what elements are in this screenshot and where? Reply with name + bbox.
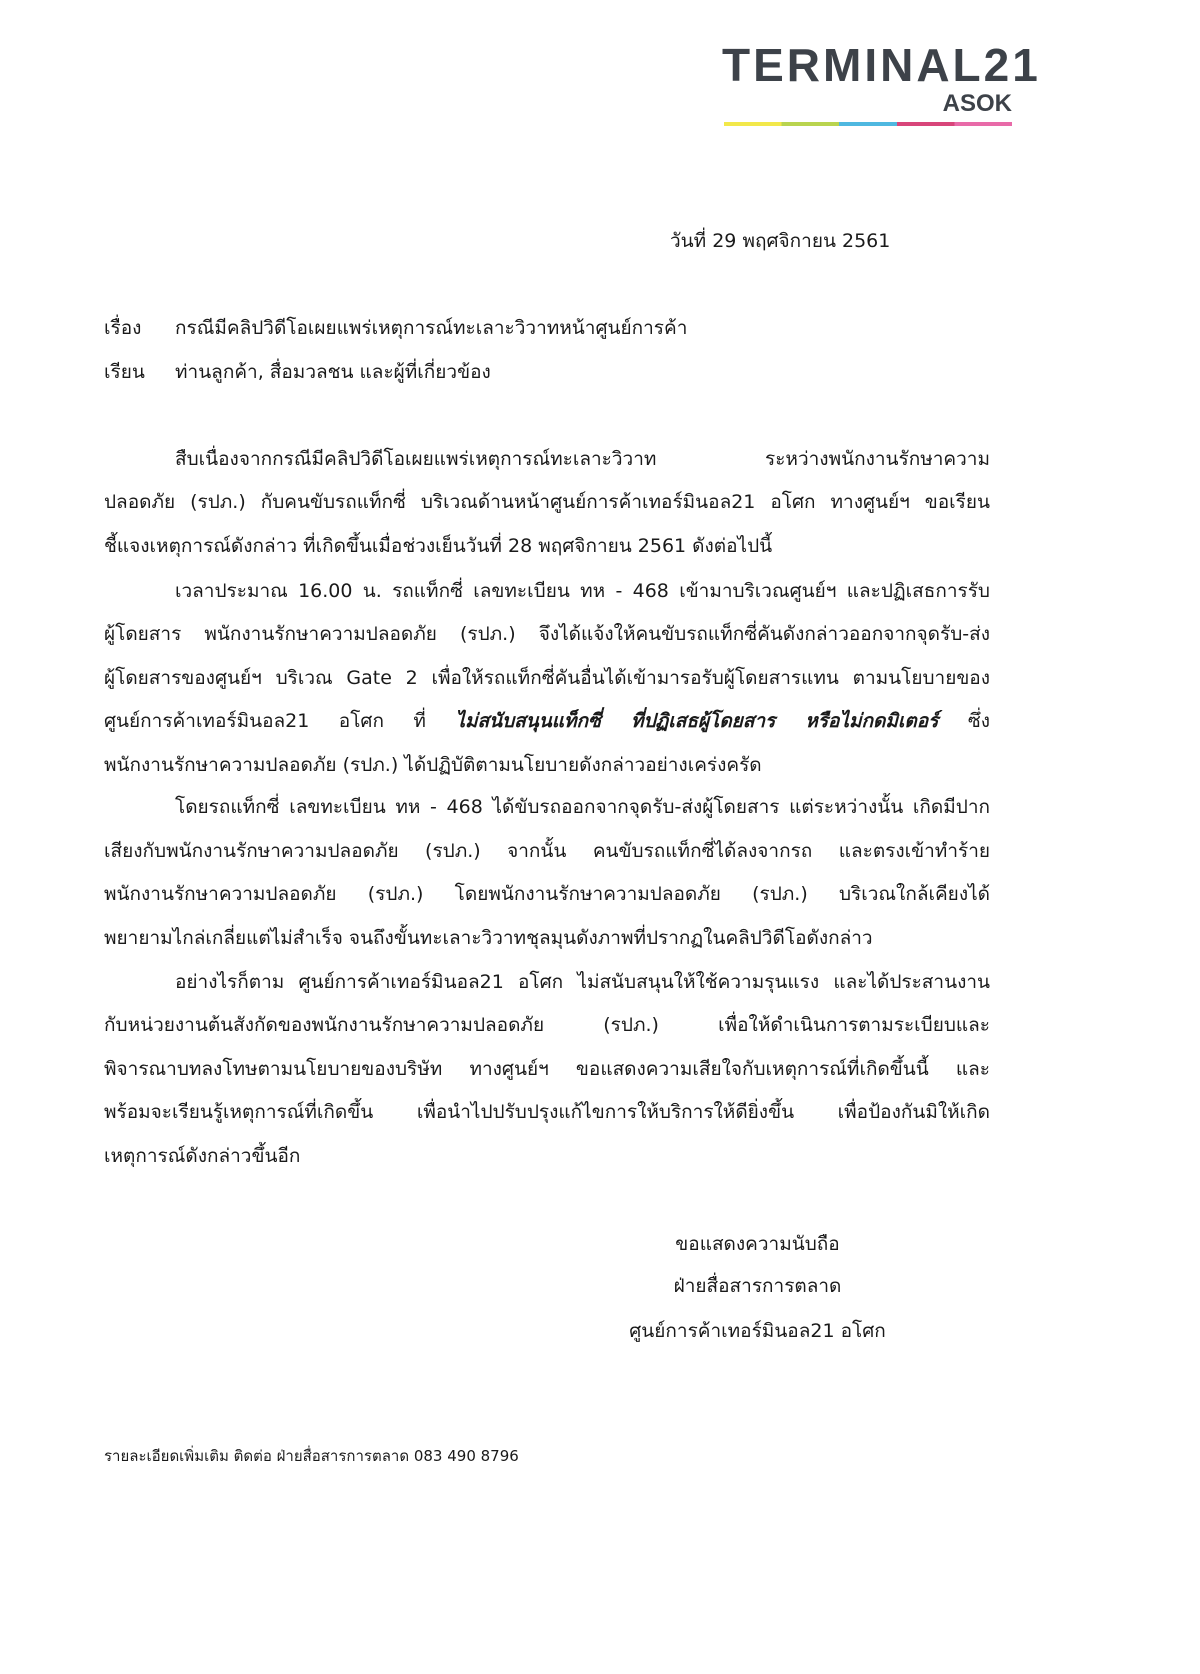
body-line: พิจารณาบทลงโทษตามนโยบายของบริษัท ทางศูนย์ฯ ขอแสดงความเสียใจกับเหตุการณ์ที่เกิดขึ้นนี้ และ — [104, 1058, 990, 1080]
recipient-value: ท่านลูกค้า, สื่อมวลชน และผู้ที่เกี่ยวข้อง — [175, 361, 491, 383]
body-line: พนักงานรักษาความปลอดภัย (รปภ.) โดยพนักงานรักษาความปลอดภัย (รปภ.) บริเวณใกล้เคียงได้ — [104, 883, 990, 905]
body-line: พนักงานรักษาความปลอดภัย (รปภ.) ได้ปฏิบัติตามนโยบายดังกล่าวอย่างเคร่งครัด — [104, 754, 762, 776]
body-line: พร้อมจะเรียนรู้เหตุการณ์ที่เกิดขึ้น เพื่อนำไปปรับปรุงแก้ไขการให้บริการให้ดียิ่งขึ้น เพื่อป้องกันมิให้เกิด — [104, 1101, 990, 1123]
contact-footer: รายละเอียดเพิ่มเติม ติดต่อ ฝ่ายสื่อสารการตลาด 083 490 8796 — [104, 1447, 519, 1465]
subject-value: กรณีมีคลิปวิดีโอเผยแพร่เหตุการณ์ทะเลาะวิวาทหน้าศูนย์การค้า — [175, 317, 688, 339]
body-line: เสียงกับพนักงานรักษาความปลอดภัย (รปภ.) จากนั้น คนขับรถแท็กซี่ได้ลงจากรถ และตรงเข้าทำร้าย — [104, 840, 990, 862]
body-line: โดยรถแท็กซี่ เลขทะเบียน ทห - 468 ได้ขับรถออกจากจุดรับ-ส่งผู้โดยสาร แต่ระหว่างนั้น เกิดมีปาก — [175, 796, 990, 818]
subject-label: เรื่อง — [104, 317, 142, 339]
policy-emphasis: ไม่สนับสนุนแท็กซี่ ที่ปฏิเสธผู้โดยสาร หรือไม่กดมิเตอร์ — [455, 710, 939, 732]
closing: ขอแสดงความนับถือ — [675, 1233, 840, 1255]
signature-organization: ศูนย์การค้าเทอร์มินอล21 อโศก — [629, 1320, 886, 1342]
body-line: กับหน่วยงานต้นสังกัดของพนักงานรักษาความปลอดภัย (รปภ.) เพื่อให้ดำเนินการตามระเบียบและ — [104, 1014, 990, 1036]
body-line: ผู้โดยสาร พนักงานรักษาความปลอดภัย (รปภ.) จึงได้แจ้งให้คนขับรถแท็กซี่คันดังกล่าวออกจากจุดรับ-ส่ง — [104, 623, 990, 645]
body-line: สืบเนื่องจากกรณีมีคลิปวิดีโอเผยแพร่เหตุการณ์ทะเลาะวิวาท ระหว่างพนักงานรักษาความ — [175, 448, 990, 470]
body-line: เวลาประมาณ 16.00 น. รถแท็กซี่ เลขทะเบียน ทห - 468 เข้ามาบริเวณศูนย์ฯ และปฏิเสธการรับ — [175, 580, 990, 602]
terminal21-logo: TERMINAL21 ASOK — [722, 40, 1014, 130]
signature-department: ฝ่ายสื่อสารการตลาด — [673, 1275, 842, 1297]
body-line: อย่างไรก็ตาม ศูนย์การค้าเทอร์มินอล21 อโศก ไม่สนับสนุนให้ใช้ความรุนแรง และได้ประสานงาน — [175, 971, 990, 993]
body-line: ผู้โดยสารของศูนย์ฯ บริเวณ Gate 2 เพื่อให้รถแท็กซี่คันอื่นได้เข้ามารอรับผู้โดยสารแทน ตามนโยบายของ — [104, 667, 990, 689]
body-line: พยายามไกล่เกลี่ยแต่ไม่สำเร็จ จนถึงขั้นทะเลาะวิวาทชุลมุนดังภาพที่ปรากฏในคลิปวิดีโอดังกล่าว — [104, 927, 873, 949]
body-line: ศูนย์การค้าเทอร์มินอล21 อโศก ที่ ไม่สนับสนุนแท็กซี่ ที่ปฏิเสธผู้โดยสาร หรือไม่กดมิเตอร์ ซึ่ง — [104, 710, 990, 732]
body-line: ปลอดภัย (รปภ.) กับคนขับรถแท็กซี่ บริเวณด้านหน้าศูนย์การค้าเทอร์มินอล21 อโศก ทางศูนย์ฯ ขอเรียน — [104, 491, 990, 513]
body-line: ชี้แจงเหตุการณ์ดังกล่าว ที่เกิดขึ้นเมื่อช่วงเย็นวันที่ 28 พฤศจิกายน 2561 ดังต่อไปนี้ — [104, 535, 773, 557]
recipient-label: เรียน — [104, 361, 145, 383]
body-line: เหตุการณ์ดังกล่าวขึ้นอีก — [104, 1145, 301, 1167]
letter-date: วันที่ 29 พฤศจิกายน 2561 — [670, 230, 891, 252]
